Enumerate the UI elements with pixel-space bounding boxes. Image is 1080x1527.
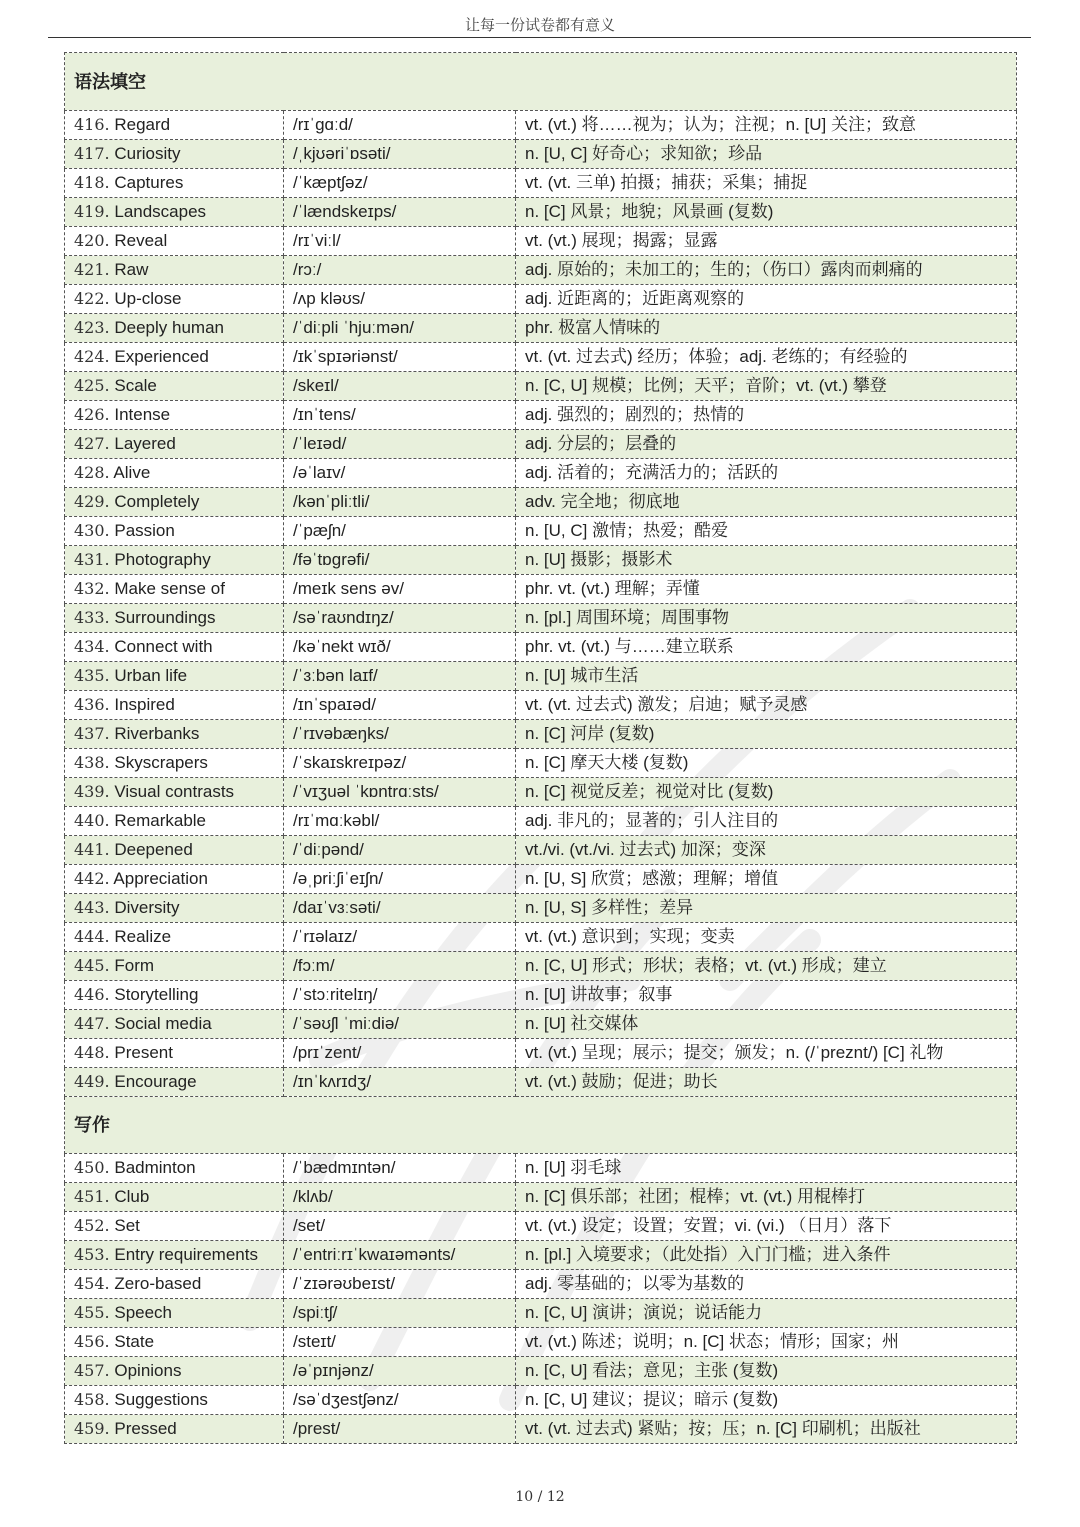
phonetic-cell: /ˈzɪərəʊbeɪst/ (284, 1270, 516, 1299)
word-cell (65, 1299, 284, 1328)
entry-number: 448. (74, 1043, 110, 1062)
table-row (65, 227, 1017, 256)
phonetic-cell: /daɪˈvɜːsəti/ (284, 894, 516, 923)
entry-number: 421. (74, 260, 110, 279)
entry-word: Connect with (114, 637, 213, 656)
table-row (65, 691, 1017, 720)
table-row (65, 749, 1017, 778)
entry-word: Regard (114, 115, 171, 134)
entry-word: Visual contrasts (114, 782, 235, 801)
entry-word: Remarkable (114, 811, 207, 830)
entry-word: Badminton (114, 1158, 196, 1177)
entry-word: Completely (114, 492, 200, 511)
table-row (65, 111, 1017, 140)
entry-number: 456. (74, 1332, 110, 1351)
entry-number: 454. (74, 1274, 110, 1293)
word-cell (65, 546, 284, 575)
phonetic-cell: /kəˈnekt wɪð/ (284, 633, 516, 662)
table-row (65, 604, 1017, 633)
table-row (65, 517, 1017, 546)
entry-number: 422. (74, 289, 110, 308)
phonetic-cell: /ˈvɪʒuəl ˈkɒntrɑːsts/ (284, 778, 516, 807)
phonetic-cell: /ˈpæʃn/ (284, 517, 516, 546)
meaning-cell: phr. vt. (vt.) 理解；弄懂 (516, 575, 1017, 604)
phonetic-cell: /ˈkæptʃəz/ (284, 169, 516, 198)
entry-word: Deepened (114, 840, 193, 859)
word-cell (65, 749, 284, 778)
table-row (65, 923, 1017, 952)
phonetic-cell: /ˈɜːbən laɪf/ (284, 662, 516, 691)
table-row (65, 401, 1017, 430)
entry-word: Deeply human (114, 318, 224, 337)
meaning-cell: adj. 非凡的；显著的；引人注目的 (516, 807, 1017, 836)
phonetic-cell: /ˈstɔːritelɪŋ/ (284, 981, 516, 1010)
word-cell (65, 778, 284, 807)
phonetic-cell: /ˌkjʊəriˈɒsəti/ (284, 140, 516, 169)
phonetic-cell: /səˈdʒestʃənz/ (284, 1386, 516, 1415)
vocabulary-table (64, 52, 1017, 1444)
meaning-cell: n. [C, U] 演讲；演说；说话能力 (516, 1299, 1017, 1328)
meaning-cell: vt. (vt.) 陈述；说明；n. [C] 状态；情形；国家；州 (516, 1328, 1017, 1357)
entry-word: Urban life (114, 666, 188, 685)
table-row (65, 256, 1017, 285)
table-row (65, 894, 1017, 923)
entry-number: 455. (74, 1303, 110, 1322)
entry-word: Photography (114, 550, 211, 569)
meaning-cell: n. [C, U] 规模；比例；天平；音阶；vt. (vt.) 攀登 (516, 372, 1017, 401)
page-number: 10 (515, 1489, 534, 1505)
entry-word: Present (114, 1043, 173, 1062)
table-row (65, 633, 1017, 662)
entry-number: 423. (74, 318, 110, 337)
entry-word: Passion (114, 521, 175, 540)
meaning-cell: n. [U, S] 多样性；差异 (516, 894, 1017, 923)
phonetic-cell: /rɪˈmɑːkəbl/ (284, 807, 516, 836)
table-row (65, 459, 1017, 488)
table-row (65, 807, 1017, 836)
word-cell (65, 401, 284, 430)
phonetic-cell: /ˈskaɪskreɪpəz/ (284, 749, 516, 778)
entry-number: 435. (74, 666, 110, 685)
word-cell (65, 981, 284, 1010)
word-cell (65, 720, 284, 749)
phonetic-cell: /prɪˈzent/ (284, 1039, 516, 1068)
meaning-cell: adj. 近距离的；近距离观察的 (516, 285, 1017, 314)
entry-word: Up-close (114, 289, 182, 308)
meaning-cell: n. [U, C] 激情；热爱；酷爱 (516, 517, 1017, 546)
entry-number: 434. (74, 637, 110, 656)
table-row (65, 1183, 1017, 1212)
phonetic-cell: /ɪnˈkʌrɪdʒ/ (284, 1068, 516, 1097)
phonetic-cell: /ˈlændskeɪps/ (284, 198, 516, 227)
meaning-cell: n. [C, U] 建议；提议；暗示 (复数) (516, 1386, 1017, 1415)
phonetic-cell: /rɔː/ (284, 256, 516, 285)
meaning-cell: adj. 强烈的；剧烈的；热情的 (516, 401, 1017, 430)
meaning-cell: vt. (vt. 过去式) 紧贴；按；压；n. [C] 印刷机；出版社 (516, 1415, 1017, 1444)
entry-number: 425. (74, 376, 110, 395)
phonetic-cell: /meɪk sens əv/ (284, 575, 516, 604)
meaning-cell: vt./vi. (vt./vi. 过去式) 加深；变深 (516, 836, 1017, 865)
entry-number: 418. (74, 173, 110, 192)
meaning-cell: n. [U, S] 欣赏；感激；理解；增值 (516, 865, 1017, 894)
table-row (65, 314, 1017, 343)
phonetic-cell: /ˈdiːpənd/ (284, 836, 516, 865)
entry-word: Reveal (114, 231, 168, 250)
entry-number: 443. (74, 898, 110, 917)
page-header (0, 14, 1080, 35)
entry-number: 420. (74, 231, 110, 250)
entry-word: State (114, 1332, 155, 1351)
entry-number: 447. (74, 1014, 110, 1033)
phonetic-cell: /rɪˈɡɑːd/ (284, 111, 516, 140)
entry-word: Entry requirements (114, 1245, 258, 1264)
word-cell (65, 285, 284, 314)
word-cell (65, 1328, 284, 1357)
entry-word: Opinions (114, 1361, 182, 1380)
entry-number: 417. (74, 144, 110, 163)
entry-number: 437. (74, 724, 110, 743)
entry-word: Alive (113, 463, 151, 482)
table-row (65, 1328, 1017, 1357)
section-header-row (65, 53, 1017, 111)
word-cell (65, 807, 284, 836)
table-row (65, 865, 1017, 894)
phonetic-cell: /spiːtʃ/ (284, 1299, 516, 1328)
entry-number: 436. (74, 695, 110, 714)
meaning-cell: vt. (vt.) 设定；设置；安置；vi. (vi.) （日月）落下 (516, 1212, 1017, 1241)
table-row (65, 169, 1017, 198)
meaning-cell: adj. 活着的；充满活力的；活跃的 (516, 459, 1017, 488)
entry-number: 438. (74, 753, 110, 772)
entry-number: 433. (74, 608, 110, 627)
word-cell (65, 1039, 284, 1068)
entry-number: 424. (74, 347, 110, 366)
meaning-cell: n. [C] 河岸 (复数) (516, 720, 1017, 749)
meaning-cell: adj. 分层的；层叠的 (516, 430, 1017, 459)
meaning-cell: n. [C, U] 形式；形状；表格；vt. (vt.) 形成；建立 (516, 952, 1017, 981)
entry-number: 429. (74, 492, 110, 511)
entry-word: Suggestions (114, 1390, 208, 1409)
entry-number: 432. (74, 579, 110, 598)
meaning-cell: n. [U] 讲故事；叙事 (516, 981, 1017, 1010)
word-cell (65, 198, 284, 227)
word-cell (65, 662, 284, 691)
table-row (65, 836, 1017, 865)
meaning-cell: n. [C] 视觉反差；视觉对比 (复数) (516, 778, 1017, 807)
meaning-cell: vt. (vt.) 意识到；实现；变卖 (516, 923, 1017, 952)
table-row (65, 372, 1017, 401)
entry-number: 427. (74, 434, 110, 453)
word-cell (65, 1386, 284, 1415)
entry-number: 446. (74, 985, 110, 1004)
table-row (65, 140, 1017, 169)
entry-number: 428. (74, 463, 110, 482)
phonetic-cell: /ˈdiːpli ˈhjuːmən/ (284, 314, 516, 343)
table-row (65, 575, 1017, 604)
entry-word: Inspired (114, 695, 175, 714)
entry-number: 426. (74, 405, 110, 424)
table-row (65, 720, 1017, 749)
table-row (65, 1270, 1017, 1299)
phonetic-cell: /ˈentriːrɪˈkwaɪəmənts/ (284, 1241, 516, 1270)
word-cell (65, 314, 284, 343)
entry-number: 442. (74, 869, 110, 888)
entry-word: Zero-based (114, 1274, 202, 1293)
meaning-cell: vt. (vt.) 呈现；展示；提交；颁发；n. (/ˈpreznt/) [C] 礼物 (516, 1039, 1017, 1068)
table-row (65, 1068, 1017, 1097)
entry-number: 453. (74, 1245, 110, 1264)
entry-number: 457. (74, 1361, 110, 1380)
word-cell (65, 865, 284, 894)
meaning-cell: n. [U] 城市生活 (516, 662, 1017, 691)
entry-word: Pressed (114, 1419, 177, 1438)
meaning-cell: n. [U] 摄影；摄影术 (516, 546, 1017, 575)
word-cell (65, 691, 284, 720)
entry-word: Social media (114, 1014, 212, 1033)
word-cell (65, 1241, 284, 1270)
phonetic-cell: /əˌpriːʃiˈeɪʃn/ (284, 865, 516, 894)
phonetic-cell: /kənˈpliːtli/ (284, 488, 516, 517)
meaning-cell: n. [C] 风景；地貌；风景画 (复数) (516, 198, 1017, 227)
word-cell (65, 1183, 284, 1212)
word-cell (65, 1212, 284, 1241)
meaning-cell: adv. 完全地；彻底地 (516, 488, 1017, 517)
meaning-cell: n. [C] 摩天大楼 (复数) (516, 749, 1017, 778)
entry-number: 419. (74, 202, 110, 221)
entry-word: Storytelling (114, 985, 199, 1004)
word-cell (65, 1415, 284, 1444)
meaning-cell: phr. 极富人情味的 (516, 314, 1017, 343)
entry-word: Curiosity (114, 144, 181, 163)
phonetic-cell: /ˈsəʊʃl ˈmiːdiə/ (284, 1010, 516, 1039)
phonetic-cell: /rɪˈviːl/ (284, 227, 516, 256)
header-divider (48, 37, 1031, 38)
table-row (65, 1299, 1017, 1328)
word-cell (65, 517, 284, 546)
word-cell (65, 343, 284, 372)
entry-number: 445. (74, 956, 110, 975)
entry-word: Club (114, 1187, 150, 1206)
table-row (65, 1010, 1017, 1039)
phonetic-cell: /əˈlaɪv/ (284, 459, 516, 488)
meaning-cell: vt. (vt.) 鼓励；促进；助长 (516, 1068, 1017, 1097)
page-footer (0, 1489, 1080, 1505)
meaning-cell: n. [C] 俱乐部；社团；棍棒；vt. (vt.) 用棍棒打 (516, 1183, 1017, 1212)
table-row (65, 1241, 1017, 1270)
word-cell (65, 633, 284, 662)
table-row (65, 546, 1017, 575)
table-row (65, 778, 1017, 807)
word-cell (65, 372, 284, 401)
phonetic-cell: /ɪkˈspɪəriənst/ (284, 343, 516, 372)
entry-number: 459. (74, 1419, 110, 1438)
word-cell (65, 604, 284, 633)
section-header-row (65, 1097, 1017, 1154)
phonetic-cell: /prest/ (284, 1415, 516, 1444)
phonetic-cell: /ʌp kləʊs/ (284, 285, 516, 314)
header-title: 让每一份试卷都有意义 (464, 16, 615, 34)
word-cell (65, 894, 284, 923)
meaning-cell: n. [U] 羽毛球 (516, 1154, 1017, 1183)
phonetic-cell: /fəˈtɒɡrəfi/ (284, 546, 516, 575)
word-cell (65, 459, 284, 488)
page-separator: / (537, 1489, 543, 1505)
phonetic-cell: /skeɪl/ (284, 372, 516, 401)
meaning-cell: n. [U] 社交媒体 (516, 1010, 1017, 1039)
entry-word: Captures (114, 173, 184, 192)
table-row (65, 198, 1017, 227)
phonetic-cell: /ˈrɪəlaɪz/ (284, 923, 516, 952)
phonetic-cell: /steɪt/ (284, 1328, 516, 1357)
entry-number: 449. (74, 1072, 110, 1091)
meaning-cell: adj. 零基础的；以零为基数的 (516, 1270, 1017, 1299)
word-cell (65, 256, 284, 285)
meaning-cell: n. [C, U] 看法；意见；主张 (复数) (516, 1357, 1017, 1386)
word-cell (65, 952, 284, 981)
entry-number: 458. (74, 1390, 110, 1409)
entry-word: Speech (114, 1303, 173, 1322)
table-row (65, 1357, 1017, 1386)
table-row (65, 981, 1017, 1010)
word-cell (65, 488, 284, 517)
entry-word: Skyscrapers (114, 753, 208, 772)
entry-word: Appreciation (113, 869, 208, 888)
entry-number: 439. (74, 782, 110, 801)
entry-number: 431. (74, 550, 110, 569)
entry-word: Encourage (114, 1072, 197, 1091)
entry-word: Experienced (114, 347, 209, 366)
table-row (65, 343, 1017, 372)
entry-word: Landscapes (114, 202, 207, 221)
table-row (65, 1386, 1017, 1415)
phonetic-cell: /ɪnˈspaɪəd/ (284, 691, 516, 720)
section-title: 语法填空 (65, 53, 1017, 111)
word-cell (65, 140, 284, 169)
meaning-cell: phr. vt. (vt.) 与……建立联系 (516, 633, 1017, 662)
word-cell (65, 1068, 284, 1097)
word-cell (65, 1010, 284, 1039)
word-cell (65, 1270, 284, 1299)
word-cell (65, 111, 284, 140)
page-total: 12 (546, 1489, 565, 1505)
phonetic-cell: /əˈpɪnjənz/ (284, 1357, 516, 1386)
entry-word: Diversity (114, 898, 180, 917)
entry-number: 441. (74, 840, 110, 859)
word-cell (65, 1357, 284, 1386)
section-title: 写作 (65, 1097, 1017, 1154)
word-cell (65, 836, 284, 865)
entry-word: Set (114, 1216, 140, 1235)
table-row (65, 1415, 1017, 1444)
table-row (65, 430, 1017, 459)
entry-number: 452. (74, 1216, 110, 1235)
phonetic-cell: /ɪnˈtens/ (284, 401, 516, 430)
entry-word: Raw (114, 260, 149, 279)
phonetic-cell: /set/ (284, 1212, 516, 1241)
meaning-cell: n. [pl.] 周围环境；周围事物 (516, 604, 1017, 633)
entry-number: 430. (74, 521, 110, 540)
entry-word: Surroundings (114, 608, 216, 627)
meaning-cell: vt. (vt.) 将……视为；认为；注视；n. [U] 关注；致意 (516, 111, 1017, 140)
word-cell (65, 169, 284, 198)
entry-word: Make sense of (114, 579, 225, 598)
table-row (65, 662, 1017, 691)
table-row (65, 285, 1017, 314)
word-cell (65, 1154, 284, 1183)
word-cell (65, 430, 284, 459)
phonetic-cell: /ˈrɪvəbæŋks/ (284, 720, 516, 749)
vocabulary-table-body (65, 53, 1017, 1444)
entry-word: Scale (114, 376, 157, 395)
table-row (65, 1039, 1017, 1068)
phonetic-cell: /klʌb/ (284, 1183, 516, 1212)
entry-word: Realize (114, 927, 172, 946)
meaning-cell: n. [U, C] 好奇心；求知欲；珍品 (516, 140, 1017, 169)
entry-number: 440. (74, 811, 110, 830)
word-cell (65, 575, 284, 604)
meaning-cell: vt. (vt.) 展现；揭露；显露 (516, 227, 1017, 256)
entry-word: Riverbanks (114, 724, 200, 743)
table-row (65, 1154, 1017, 1183)
meaning-cell: vt. (vt. 过去式) 经历；体验；adj. 老练的；有经验的 (516, 343, 1017, 372)
word-cell (65, 923, 284, 952)
meaning-cell: vt. (vt. 三单) 拍摄；捕获；采集；捕捉 (516, 169, 1017, 198)
entry-word: Intense (114, 405, 171, 424)
phonetic-cell: /fɔːm/ (284, 952, 516, 981)
table-row (65, 952, 1017, 981)
phonetic-cell: /ˈleɪəd/ (284, 430, 516, 459)
entry-number: 416. (74, 115, 110, 134)
table-row (65, 488, 1017, 517)
entry-number: 451. (74, 1187, 110, 1206)
phonetic-cell: /ˈbædmɪntən/ (284, 1154, 516, 1183)
entry-number: 444. (74, 927, 110, 946)
meaning-cell: n. [pl.] 入境要求；（此处指）入门门槛；进入条件 (516, 1241, 1017, 1270)
entry-number: 450. (74, 1158, 110, 1177)
table-row (65, 1212, 1017, 1241)
word-cell (65, 227, 284, 256)
entry-word: Form (114, 956, 155, 975)
phonetic-cell: /səˈraʊndɪŋz/ (284, 604, 516, 633)
meaning-cell: adj. 原始的；未加工的；生的；（伤口）露肉而刺痛的 (516, 256, 1017, 285)
meaning-cell: vt. (vt. 过去式) 激发；启迪；赋予灵感 (516, 691, 1017, 720)
entry-word: Layered (114, 434, 176, 453)
